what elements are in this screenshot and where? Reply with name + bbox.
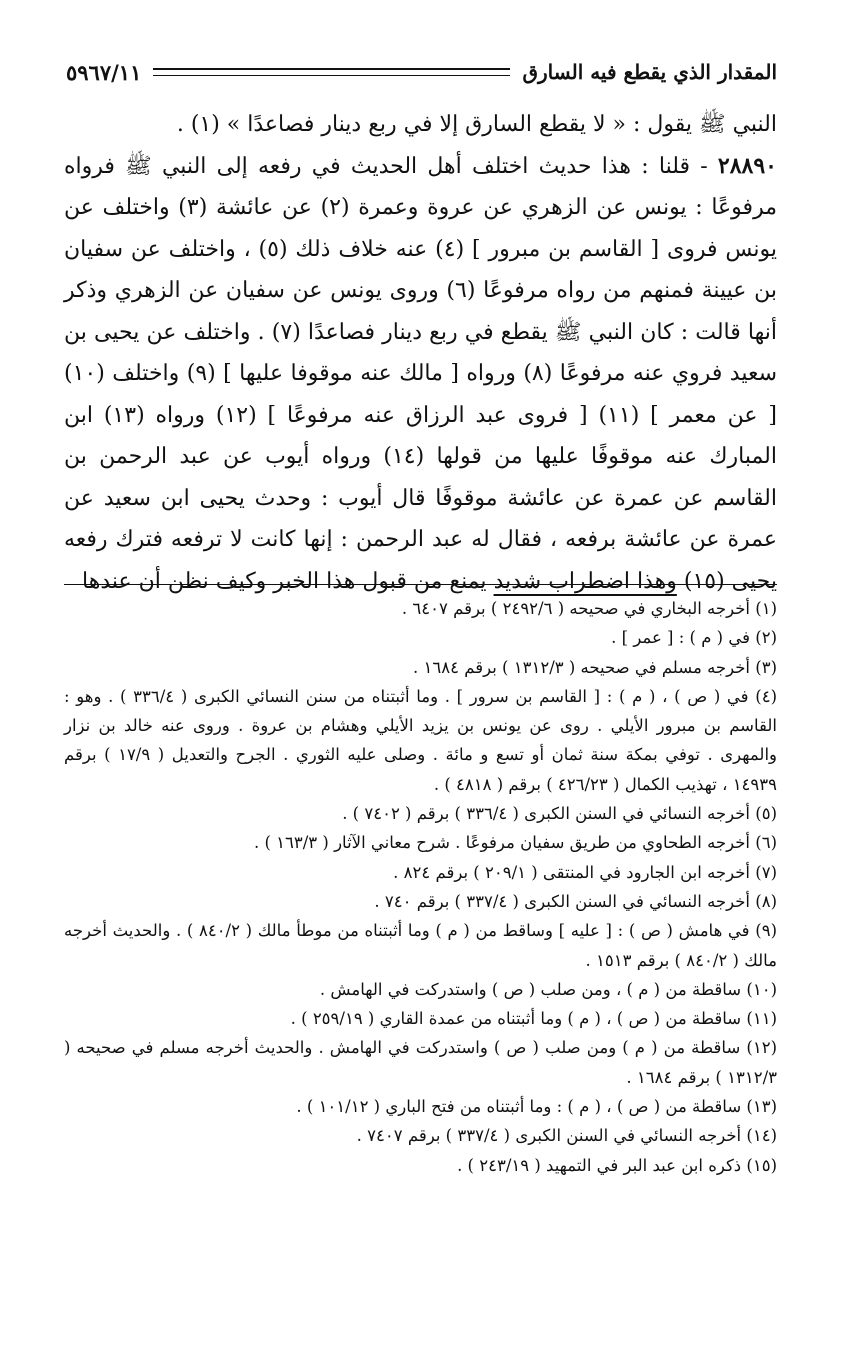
footnotes [64, 594, 777, 1180]
footnote: (٣) أخرجه مسلم في صحيحه ( ١٣١٢/٣ ) برقم ١٦٨٤ . [413, 657, 777, 677]
footnote: (١٢) ساقطة من ( م ) ومن صلب ( ص ) واستدركت في الهامش . والحديث أخرجه مسلم في صحيحه ( ١٣١٢/٣ ) برقم ١٦٨٤ . [64, 1038, 777, 1087]
footnote: (٦) أخرجه الطحاوي من طريق سفيان مرفوعًا . شرح معاني الآثار ( ١٦٣/٣ ) . [253, 833, 777, 853]
running-title: المقدار الذي يقطع فيه السارق [522, 60, 777, 84]
page-header [66, 52, 777, 92]
footnote: (٧) أخرجه ابن الجارود في المنتقى ( ٢٠٩/١ ) برقم ٨٢٤ . [393, 862, 777, 882]
footnote: (٩) في هامش ( ص ) : [ عليه ] وساقط من ( م ) وما أثبتناه من موطأ مالك ( ٨٤٠/٢ ) . والحديث أخرجه مالك ( ٨٤٠/٢ ) برقم ١٥١٣ . [64, 921, 777, 970]
main-line-1: النبي ﷺ يقول : « لا يقطع السارق إلا في ربع دينار فصاعدًا » (١) . [176, 112, 777, 137]
footnote: (١٤) أخرجه النسائي في السنن الكبرى ( ٣٣٧/٤ ) برقم ٧٤٠٧ . [356, 1126, 777, 1146]
paragraph-text: - قلنا : هذا حديث اختلف أهل الحديث في رفعه إلى النبي ﷺ فرواه مرفوعًا : يونس عن الزهري عن عروة وعمرة (٢) عن عائشة (٣) واختلف عن يونس فروى [ القاسم بن مبرور ] (٤) عنه خلاف ذلك (٥) ، واختلف عن سفيان بن عيينة فمنهم من رواه مرفوعًا (٦) وروى يونس عن سفيان عن الزهري وذكر أنها قالت : كان النبي ﷺ يقطع في ربع دينار فصاعدًا (٧) . واختلف عن يحيى بن سعيد فروي عنه مرفوعًا (٨) ورواه [ مالك عنه موقوفا عليها ] (٩) واختلف (١٠) [ عن معمر ] (١١) [ فروى عبد الرزاق عنه مرفوعًا ] (١٢) ورواه (١٣) ابن المبارك عنه موقوفًا عليها من قولها (١٤) ورواه أيوب عن عبد الرحمن بن القاسم عن عمرة عن عائشة موقوفًا قال أيوب : وحدث يحيى ابن سعيد عن عمرة عن عائشة برفعه ، فقال له عبد الرحمن : إنها كانت لا ترفعه فترك رفعه يحيى (١٥) [64, 153, 778, 594]
header-rule [153, 68, 510, 76]
footnote: (١٠) ساقطة من ( م ) ، ومن صلب ( ص ) واستدركت في الهامش . [319, 979, 777, 999]
footnote: (١) أخرجه البخاري في صحيحه ( ٢٤٩٢/٦ ) برقم ٦٤٠٧ . [401, 599, 777, 618]
page-number: ٥٩٦٧/١١ [66, 59, 142, 85]
footnote: (١١) ساقطة من ( ص ) ، ( م ) وما أثبتناه من عمدة القاري ( ٢٥٩/١٩ ) . [290, 1009, 777, 1029]
paragraph-tail: يمنع من قبول هذا الخبر وكيف نظن أن عندها [82, 568, 494, 594]
footnote: (١٣) ساقطة من ( ص ) ، ( م ) : وما أثبتناه من فتح الباري ( ١٠١/١٢ ) . [296, 1097, 777, 1117]
hadith-number: ٢٨٨٩٠ [717, 152, 777, 179]
footnote: (١٥) ذكره ابن عبد البر في التمهيد ( ٢٤٣/١٩ ) . [457, 1155, 777, 1175]
main-paragraph [64, 146, 777, 603]
footnote: (٥) أخرجه النسائي في السنن الكبرى ( ٣٣٦/٤ ) برقم ( ٧٤٠٢ ) . [342, 804, 777, 824]
underlined-phrase: وهذا اضطراب شديد [493, 568, 677, 594]
footnote: (٢) في ( م ) : [ عمر ] . [611, 628, 777, 648]
footnote-divider [64, 584, 777, 585]
footnote: (٤) في ( ص ) ، ( م ) : [ القاسم بن سرور ] . وما أثبتناه من سنن النسائي الكبرى ( ٣٣٦/٤ ) . وهو : القاسم بن مبرور الأيلي . روى عن يونس بن يزيد الأيلي وهشام بن عروة . وروى عنه خالد بن نزار والمهرى . توفي بمكة سنة ثمان أو تسع و مائة . وصلى عليه الثوري . الجرح والتعديل ( ١٧/٩ ) برقم ١٤٩٣٩ ، تهذيب الكمال ( ٤٢٦/٢٣ ) برقم ( ٤٨١٨ ) . [64, 686, 778, 794]
footnote: (٨) أخرجه النسائي في السنن الكبرى ( ٣٣٧/٤ ) برقم ٧٤٠ . [374, 891, 777, 911]
main-text [64, 104, 777, 602]
